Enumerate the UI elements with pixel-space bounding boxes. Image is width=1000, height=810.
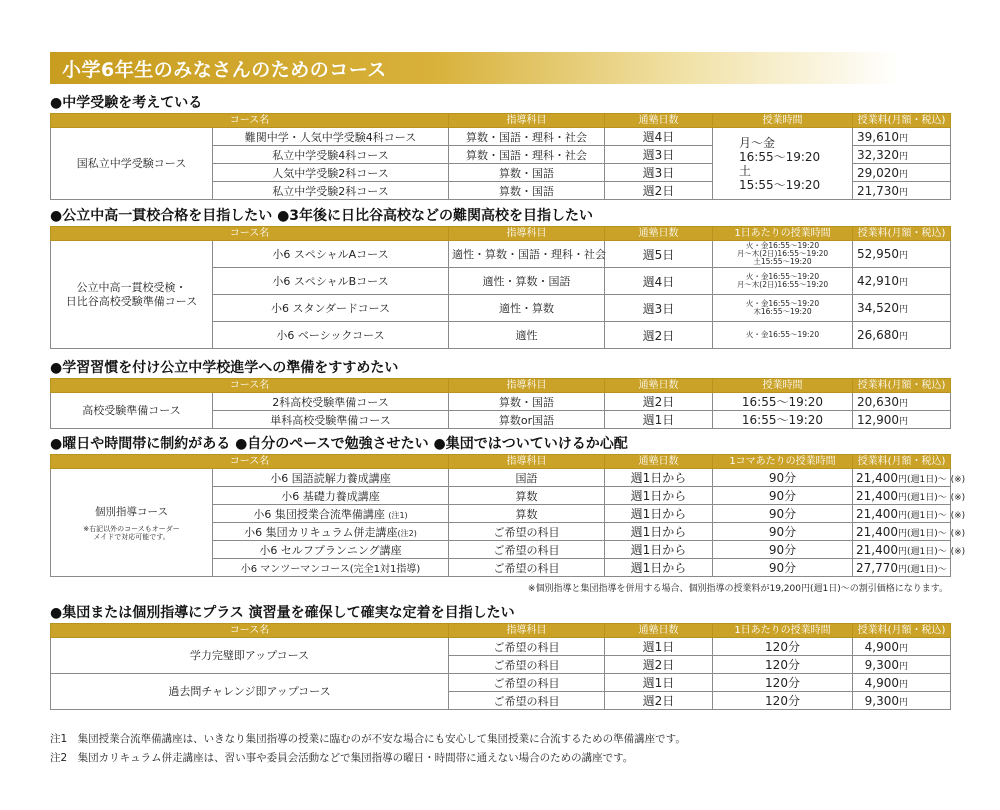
header-time: 1日あたりの授業時間: [713, 624, 853, 638]
fee-unit: 円: [898, 278, 908, 288]
time-line: 土15:55〜19:20: [753, 257, 812, 266]
header-subjects: 指導科目: [449, 227, 605, 241]
fee-unit: 円(週1日)〜: [898, 474, 947, 485]
course-name: 私立中学受験4科コース: [213, 146, 449, 164]
section-individual-tutoring: [50, 434, 966, 577]
time-line: 15:55〜19:20: [739, 177, 821, 192]
course-subjects: ご希望の科目: [449, 674, 605, 692]
section-junior-high-exam: [50, 93, 950, 200]
fee-unit: 円(週1日)〜: [898, 492, 947, 503]
course-time: 16:55〜19:20: [713, 393, 853, 411]
course-subjects: 算数・国語・理科・社会: [449, 128, 605, 146]
note-2: 注2 集団カリキュラム併走講座は、習い事や委員会活動などで集団指導の曜日・時間帯に通えない場合のための講座です。: [50, 752, 634, 764]
course-fee: [853, 268, 951, 295]
header-time: 授業時間: [713, 114, 853, 128]
fee-value: 4,900: [864, 675, 899, 690]
fee-value: 26,680: [856, 328, 899, 342]
header-course: コース名: [51, 379, 449, 393]
fee-value: 42,910: [856, 274, 899, 288]
course-name: 2科高校受験準備コース: [213, 393, 449, 411]
course-fee: [853, 505, 966, 523]
course-days: 週1日: [605, 638, 713, 656]
fee-unit: 円: [898, 643, 908, 654]
header-course: コース名: [51, 455, 449, 469]
header-subjects: 指導科目: [449, 624, 605, 638]
fee-value: 4,900: [864, 639, 899, 654]
course-name: 小6 マンツーマンコース(完全1対1指導): [213, 559, 449, 577]
header-time: 1日あたりの授業時間: [713, 227, 853, 241]
fee-value: 20,630: [856, 394, 899, 409]
course-days: 週3日: [605, 164, 713, 182]
fee-value: 9,300: [864, 693, 899, 708]
fee-value: 21,730: [856, 183, 899, 198]
course-time: 90分: [713, 505, 853, 523]
time-line: 16:55〜19:20: [739, 149, 821, 164]
course-subjects: 算数・国語・理科・社会: [449, 146, 605, 164]
course-time: 90分: [713, 523, 853, 541]
fee-unit: 円: [898, 169, 908, 180]
fee-value: 39,610: [856, 129, 899, 144]
course-time: [713, 128, 853, 200]
course-fee: [853, 295, 951, 322]
course-subjects: ご希望の科目: [449, 656, 605, 674]
section-public-junior-high-prep: [50, 358, 950, 429]
course-fee: [853, 182, 951, 200]
course-name-note: (注2): [397, 528, 417, 538]
fee-mark: (※): [950, 474, 966, 485]
course-time: [713, 241, 853, 268]
course-days: 週1日から: [605, 469, 713, 487]
course-time: 90分: [713, 469, 853, 487]
course-fee: [853, 128, 951, 146]
course-days: 週1日から: [605, 541, 713, 559]
fee-unit: 円: [898, 697, 908, 708]
course-name-text: 小6 集団授業合流準備講座: [253, 507, 385, 521]
course-days: 週1日: [605, 674, 713, 692]
course-fee: [853, 241, 951, 268]
course-days: 週1日: [605, 411, 713, 429]
course-fee: [853, 322, 951, 349]
course-days: 週3日: [605, 146, 713, 164]
time-line: 月〜木(2日)16:55〜19:20: [736, 280, 829, 289]
fee-value: 29,020: [856, 165, 899, 180]
course-time: 120分: [713, 638, 853, 656]
fee-unit: 円(週1日)〜: [898, 564, 947, 575]
course-subjects: 適性: [449, 322, 605, 349]
course-days: 週2日: [605, 656, 713, 674]
individual-discount-note: ※個別指導と集団指導を併用する場合、個別指導の授業料が19,200円(週1日)〜の割引価格になります。: [527, 584, 948, 594]
course-name: 小6 スペシャルAコース: [213, 241, 449, 268]
course-name: 私立中学受験2科コース: [213, 182, 449, 200]
header-fee: 授業料(月額・税込): [853, 624, 951, 638]
section-heading: ●公立中高一貫校合格を目指したい ●3年後に日比谷高校などの難関高校を目指したい: [50, 208, 594, 224]
course-table: [50, 454, 966, 577]
course-name: 人気中学受験2科コース: [213, 164, 449, 182]
course-group-name: 高校受験準備コース: [51, 393, 213, 429]
course-days: 週1日から: [605, 559, 713, 577]
fee-unit: 円: [898, 398, 908, 409]
course-name: 学力完璧即アップコース: [51, 638, 449, 674]
course-fee: [853, 487, 966, 505]
course-fee: [853, 692, 951, 710]
course-name: [213, 523, 449, 541]
header-subjects: 指導科目: [449, 114, 605, 128]
course-time: [713, 268, 853, 295]
course-name: 小6 ベーシックコース: [213, 322, 449, 349]
fee-mark: (※): [950, 510, 966, 521]
course-days: 週1日から: [605, 487, 713, 505]
course-time: 16:55〜19:20: [713, 411, 853, 429]
section-heading: ●集団または個別指導にプラス 演習量を確保して確実な定着を目指したい: [50, 605, 515, 621]
group-note-line: ※右記以外のコースもオーダー: [83, 525, 180, 533]
course-name: 小6 国語読解力養成講座: [213, 469, 449, 487]
course-subjects: 国語: [449, 469, 605, 487]
fee-unit: 円: [898, 661, 908, 672]
course-subjects: ご希望の科目: [449, 638, 605, 656]
course-subjects: 適性・算数・国語・理科・社会: [449, 241, 605, 268]
course-name: 小6 スペシャルBコース: [213, 268, 449, 295]
course-days: 週4日: [605, 268, 713, 295]
course-fee: [853, 638, 951, 656]
course-subjects: 算数・国語: [449, 393, 605, 411]
course-fee: [853, 674, 951, 692]
course-days: 週2日: [605, 393, 713, 411]
course-name: 小6 基礎力養成講座: [213, 487, 449, 505]
time-line: 火・金16:55〜19:20: [745, 241, 820, 250]
course-time: [713, 295, 853, 322]
course-time: 90分: [713, 541, 853, 559]
course-fee: [853, 559, 951, 577]
fee-unit: 円: [898, 151, 908, 162]
fee-unit: 円: [898, 305, 908, 315]
fee-mark: (※): [950, 528, 966, 539]
course-fee: [853, 469, 966, 487]
course-subjects: 算数or国語: [449, 411, 605, 429]
header-time: 授業時間: [713, 379, 853, 393]
header-fee: 授業料(月額・税込): [853, 227, 951, 241]
course-subjects: 適性・算数・国語: [449, 268, 605, 295]
fee-value: 21,400: [856, 488, 898, 503]
fee-value: 34,520: [856, 301, 899, 315]
course-name: 単科高校受験準備コース: [213, 411, 449, 429]
fee-value: 21,400: [856, 506, 898, 521]
time-line: 月〜木(2日)16:55〜19:20: [736, 249, 829, 258]
time-line: 月〜金: [739, 135, 776, 150]
course-time: 120分: [713, 692, 853, 710]
course-name: 小6 セルフプランニング講座: [213, 541, 449, 559]
section-heading: ●学習習慣を付け公立中学校進学への準備をすすめたい: [50, 360, 399, 376]
course-fee: [853, 411, 951, 429]
course-days: 週2日: [605, 182, 713, 200]
section-practice-plus: [50, 603, 950, 710]
group-note-line: メイドで対応可能です。: [93, 533, 170, 541]
course-time: 120分: [713, 656, 853, 674]
time-line: 土: [739, 163, 752, 178]
course-fee: [853, 656, 951, 674]
section-heading: ●曜日や時間帯に制約がある ●自分のペースで勉強させたい ●集団ではついていけるか心配: [50, 436, 628, 452]
course-days: 週2日: [605, 322, 713, 349]
course-group-name: [51, 241, 213, 349]
course-subjects: 適性・算数: [449, 295, 605, 322]
header-course: コース名: [51, 227, 449, 241]
course-table: [50, 226, 951, 349]
course-group-name: 国私立中学受験コース: [51, 128, 213, 200]
course-subjects: 算数・国語: [449, 164, 605, 182]
note-1: 注1 集団授業合流準備講座は、いきなり集団指導の授業に臨むのが不安な場合にも安心して集団授業に合流するための準備講座です。: [50, 733, 686, 745]
header-days: 通塾日数: [605, 379, 713, 393]
time-line: 火・金16:55〜19:20: [745, 330, 820, 339]
fee-unit: 円: [898, 133, 908, 144]
course-fee: [853, 393, 951, 411]
header-subjects: 指導科目: [449, 455, 605, 469]
fee-value: 32,320: [856, 147, 899, 162]
time-line: 木16:55〜19:20: [753, 307, 812, 316]
course-time: 90分: [713, 487, 853, 505]
course-time: 90分: [713, 559, 853, 577]
course-days: 週3日: [605, 295, 713, 322]
header-days: 通塾日数: [605, 227, 713, 241]
course-fee: [853, 164, 951, 182]
group-note: [54, 525, 209, 541]
course-subjects: ご希望の科目: [449, 692, 605, 710]
fee-unit: 円(週1日)〜: [898, 510, 947, 521]
course-subjects: ご希望の科目: [449, 559, 605, 577]
page-title: 小学6年生のみなさんのためのコース: [62, 58, 387, 81]
fee-unit: 円: [898, 187, 908, 198]
time-line: 火・金16:55〜19:20: [745, 272, 820, 281]
course-name-note: (注1): [388, 510, 408, 520]
fee-mark: (※): [950, 492, 966, 503]
fee-value: 52,950: [856, 247, 899, 261]
course-subjects: 算数: [449, 505, 605, 523]
header-course: コース名: [51, 114, 449, 128]
course-name: [213, 505, 449, 523]
fee-unit: 円(週1日)〜: [898, 528, 947, 539]
page-banner: [50, 52, 900, 84]
group-name-line: 公立中高一貫校受検・: [76, 280, 187, 294]
time-line: 火・金16:55〜19:20: [745, 299, 820, 308]
group-name: 個別指導コース: [95, 506, 168, 518]
course-name: 小6 スタンダードコース: [213, 295, 449, 322]
course-time: 120分: [713, 674, 853, 692]
course-fee: [853, 541, 966, 559]
course-name: 難関中学・人気中学受験4科コース: [213, 128, 449, 146]
fee-value: 9,300: [864, 657, 899, 672]
course-group-name: [51, 469, 213, 577]
fee-unit: 円: [898, 416, 908, 427]
header-days: 通塾日数: [605, 455, 713, 469]
header-days: 通塾日数: [605, 624, 713, 638]
fee-unit: 円: [898, 332, 908, 342]
header-fee: 授業料(月額・税込): [853, 114, 951, 128]
course-days: 週1日から: [605, 505, 713, 523]
header-time: 1コマあたりの授業時間: [713, 455, 853, 469]
course-time: [713, 322, 853, 349]
course-name-text: 小6 集団カリキュラム併走講座: [244, 525, 398, 539]
course-table: [50, 623, 951, 710]
header-fee: 授業料(月額・税込): [853, 379, 951, 393]
header-course: コース名: [51, 624, 449, 638]
fee-value: 21,400: [856, 542, 898, 557]
course-table: [50, 378, 951, 429]
course-days: 週1日から: [605, 523, 713, 541]
header-fee: 授業料(月額・税込): [853, 455, 951, 469]
fee-unit: 円: [898, 679, 908, 690]
fee-value: 12,900: [856, 412, 899, 427]
fee-value: 21,400: [856, 524, 898, 539]
fee-mark: (※): [950, 546, 966, 557]
section-public-integrated-school: [50, 206, 950, 349]
course-subjects: ご希望の科目: [449, 541, 605, 559]
course-days: 週5日: [605, 241, 713, 268]
fee-unit: 円: [898, 251, 908, 261]
group-name-line: 日比谷高校受験準備コース: [65, 294, 198, 308]
fee-value: 27,770: [856, 560, 898, 575]
course-days: 週2日: [605, 692, 713, 710]
course-days: 週4日: [605, 128, 713, 146]
fee-value: 21,400: [856, 470, 898, 485]
header-subjects: 指導科目: [449, 379, 605, 393]
course-subjects: 算数・国語: [449, 182, 605, 200]
course-table: [50, 113, 951, 200]
course-subjects: ご希望の科目: [449, 523, 605, 541]
course-fee: [853, 523, 966, 541]
header-days: 通塾日数: [605, 114, 713, 128]
course-fee: [853, 146, 951, 164]
course-subjects: 算数: [449, 487, 605, 505]
fee-unit: 円(週1日)〜: [898, 546, 947, 557]
section-heading: ●中学受験を考えている: [50, 95, 203, 111]
course-name: 過去問チャレンジ即アップコース: [51, 674, 449, 710]
